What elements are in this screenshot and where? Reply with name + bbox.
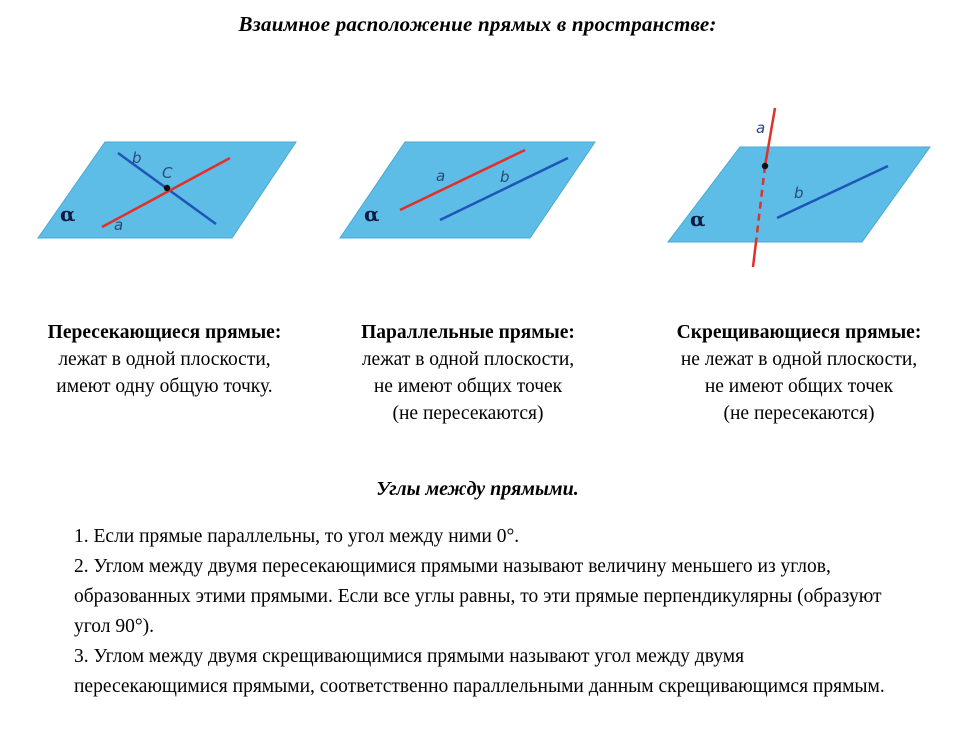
caption-line: не лежат в одной плоскости, bbox=[680, 349, 918, 370]
caption-line: не имеют общих точек bbox=[704, 376, 894, 397]
diagram-skew bbox=[668, 108, 930, 267]
line-a-label: a bbox=[436, 167, 446, 185]
diagram-intersecting bbox=[38, 142, 296, 238]
caption-line: лежат в одной плоскости, bbox=[361, 349, 575, 370]
line-b-label: b bbox=[500, 168, 510, 186]
caption-title: Параллельные прямые: bbox=[361, 322, 575, 343]
line-b-label: b bbox=[794, 184, 804, 202]
line-b-label: b bbox=[132, 149, 142, 167]
plane-label: α bbox=[60, 202, 76, 226]
caption-line: (не пересекаются) bbox=[723, 403, 875, 424]
line-a-label: a bbox=[756, 119, 766, 137]
point-intersection bbox=[762, 163, 768, 169]
plane-label: α bbox=[364, 202, 380, 226]
page-title: Взаимное расположение прямых в пространстве: bbox=[238, 12, 717, 36]
caption-intersecting bbox=[2, 319, 327, 400]
caption-title: Скрещивающиеся прямые: bbox=[676, 322, 922, 343]
caption-title: Пересекающиеся прямые: bbox=[47, 322, 282, 343]
caption-line: не имеют общих точек bbox=[373, 376, 563, 397]
rule-item: 3. Углом между двумя скрещивающимися прямыми называют угол между двумя пересекающимися прямыми, соответственно параллельными данным скрещивающимся прямым. bbox=[74, 646, 885, 697]
line-a-under bbox=[753, 242, 756, 267]
line-a-label: a bbox=[114, 216, 124, 234]
rule-item: 1. Если прямые параллельны, то угол между ними 0°. bbox=[74, 526, 520, 547]
caption-parallel bbox=[303, 319, 633, 427]
caption-skew bbox=[628, 319, 955, 427]
caption-line: (не пересекаются) bbox=[392, 403, 544, 424]
caption-line: имеют одну общую точку. bbox=[56, 376, 273, 397]
section-subtitle: Углы между прямыми. bbox=[376, 478, 579, 500]
rules-list bbox=[74, 522, 894, 702]
caption-line: лежат в одной плоскости, bbox=[58, 349, 271, 370]
diagram-parallel bbox=[340, 142, 595, 238]
diagrams-panel bbox=[0, 0, 955, 320]
point-c-label: C bbox=[162, 164, 173, 182]
plane-label: α bbox=[690, 207, 706, 231]
rule-item: 2. Углом между двумя пересекающимися прямыми называют величину меньшего из углов, образованных этими прямыми. Если все углы равны, то эти прямые перпендикулярны (образуют угол 90°). bbox=[74, 556, 882, 637]
point-c bbox=[164, 185, 170, 191]
